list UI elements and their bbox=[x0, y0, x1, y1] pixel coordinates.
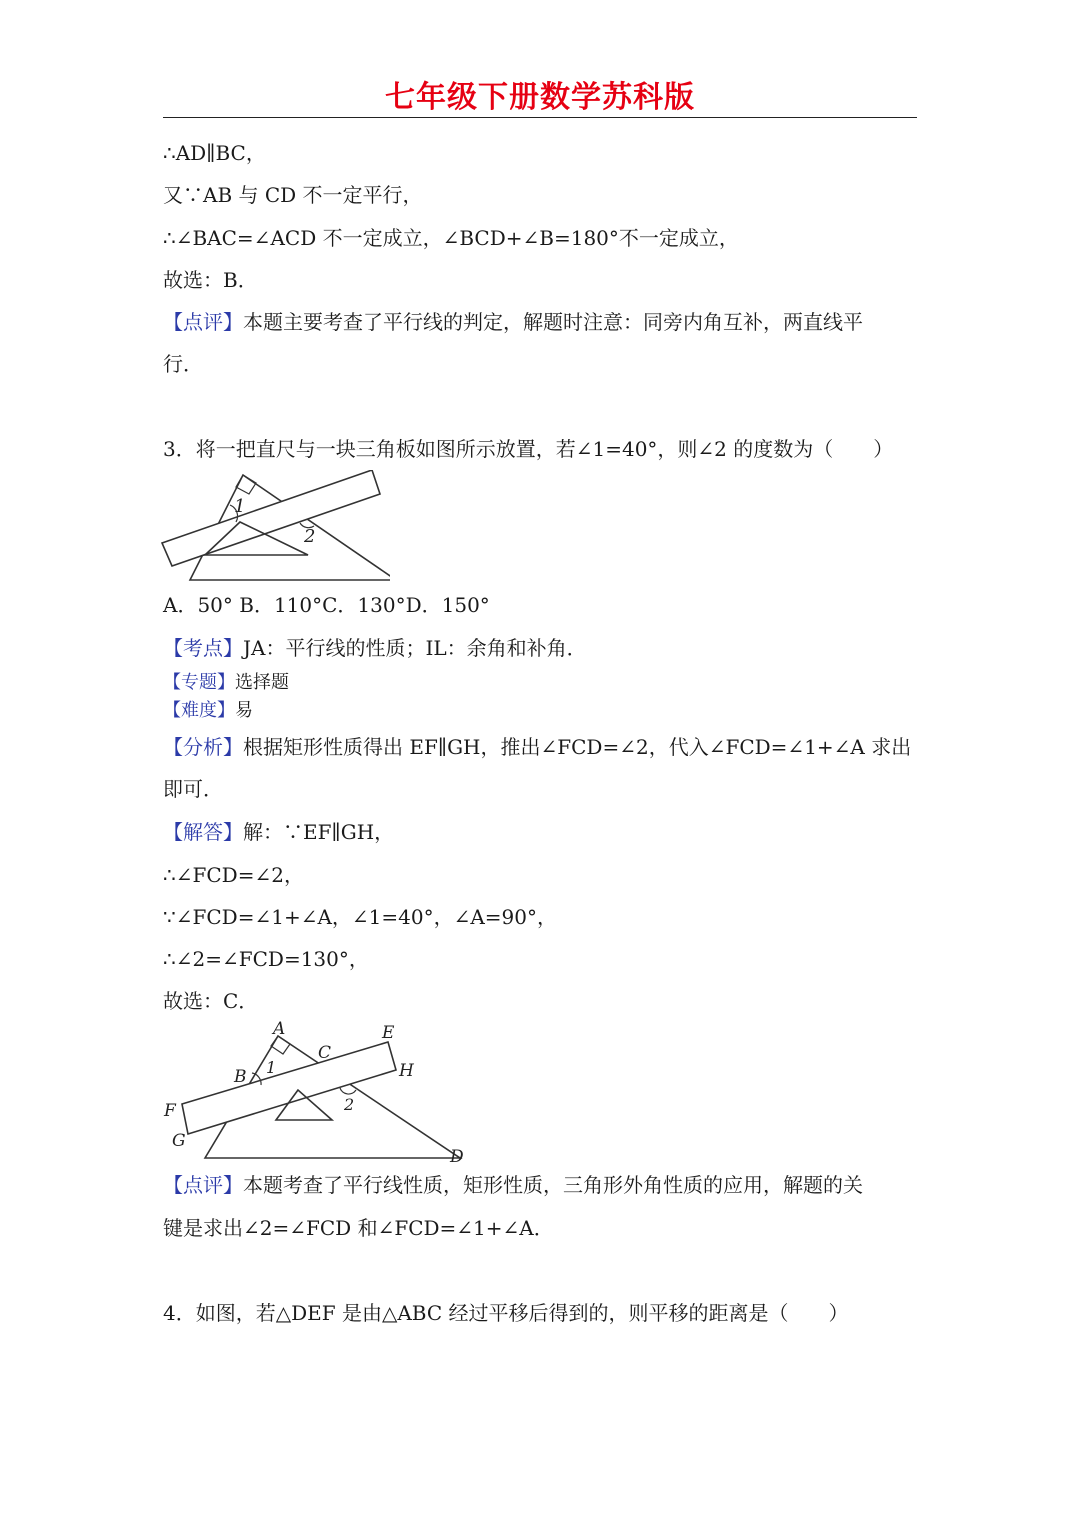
figure-labeled bbox=[160, 1018, 480, 1168]
text-line: ∵∠FCD=∠1+∠A，∠1=40°，∠A=90°， bbox=[163, 905, 557, 929]
analysis bbox=[163, 734, 911, 760]
text-line: ∴∠FCD=∠2， bbox=[163, 863, 304, 887]
knowledge-text: JA：平行线的性质；IL：余角和补角． bbox=[243, 636, 587, 660]
text-line: 键是求出∠2=∠FCD 和∠FCD=∠1+∠A． bbox=[163, 1216, 554, 1240]
angle-1-label: 1 bbox=[266, 1058, 277, 1077]
text-line: 又∵AB 与 CD 不一定平行， bbox=[163, 183, 423, 207]
analysis-text: 根据矩形性质得出 EF∥GH，推出∠FCD=∠2，代入∠FCD=∠1+∠A 求出 bbox=[243, 735, 912, 759]
question-4: 4．如图，若△DEF 是由△ABC 经过平移后得到的，则平移的距离是（ ） bbox=[163, 1301, 849, 1325]
point-e-label: E bbox=[382, 1023, 395, 1043]
review-text: 本题主要考查了平行线的判定，解题时注意：同旁内角互补，两直线平 bbox=[243, 310, 863, 334]
knowledge-point bbox=[163, 635, 587, 661]
comment bbox=[163, 1172, 863, 1198]
text-line: 行． bbox=[163, 352, 203, 376]
angle-1-label: 1 bbox=[234, 496, 246, 517]
point-a-label: A bbox=[273, 1019, 286, 1039]
solution-text: 解：∵EF∥GH， bbox=[243, 820, 395, 844]
angle-2-label: 2 bbox=[304, 526, 316, 547]
text-line: 故选：C． bbox=[163, 989, 259, 1013]
point-b-label: B bbox=[234, 1067, 247, 1087]
solution bbox=[163, 819, 394, 845]
difficulty-text: 易 bbox=[235, 700, 253, 721]
question-3: 3．将一把直尺与一块三角板如图所示放置，若∠1=40°，则∠2 的度数为（ ） bbox=[163, 437, 894, 461]
comment-text: 本题考查了平行线性质，矩形性质，三角形外角性质的应用，解题的关 bbox=[243, 1173, 863, 1197]
page-header-title: 七年级下册数学苏科版 bbox=[385, 80, 695, 115]
analysis-tag: 【分析】 bbox=[163, 735, 243, 759]
topic-text: 选择题 bbox=[235, 672, 289, 693]
topic-tag: 【专题】 bbox=[163, 672, 235, 693]
text-line: 即可． bbox=[163, 777, 223, 801]
point-c-label: C bbox=[318, 1043, 332, 1063]
point-h-label: H bbox=[399, 1061, 414, 1081]
answer-options: A．50° B．110°C．130°D．150° bbox=[163, 593, 490, 617]
difficulty-tag: 【难度】 bbox=[163, 700, 235, 721]
text-line: ∴AD∥BC， bbox=[163, 141, 266, 165]
review-tag: 【点评】 bbox=[163, 310, 243, 334]
point-g-label: G bbox=[172, 1131, 186, 1151]
angle-2-label: 2 bbox=[344, 1095, 355, 1114]
difficulty bbox=[163, 698, 253, 724]
text-line: ∴∠BAC=∠ACD 不一定成立，∠BCD+∠B=180°不一定成立， bbox=[163, 226, 739, 250]
point-d-label: D bbox=[450, 1147, 464, 1167]
solution-tag: 【解答】 bbox=[163, 820, 243, 844]
text-line: 故选：B． bbox=[163, 268, 258, 292]
review-paragraph bbox=[163, 309, 863, 335]
text-line: ∴∠2=∠FCD=130°， bbox=[163, 947, 369, 971]
comment-tag: 【点评】 bbox=[163, 1173, 243, 1197]
knowledge-tag: 【考点】 bbox=[163, 636, 243, 660]
point-f-label: F bbox=[164, 1101, 176, 1121]
topic bbox=[163, 670, 289, 696]
header-divider bbox=[163, 117, 917, 118]
figure-ruler-triangle bbox=[160, 470, 390, 585]
